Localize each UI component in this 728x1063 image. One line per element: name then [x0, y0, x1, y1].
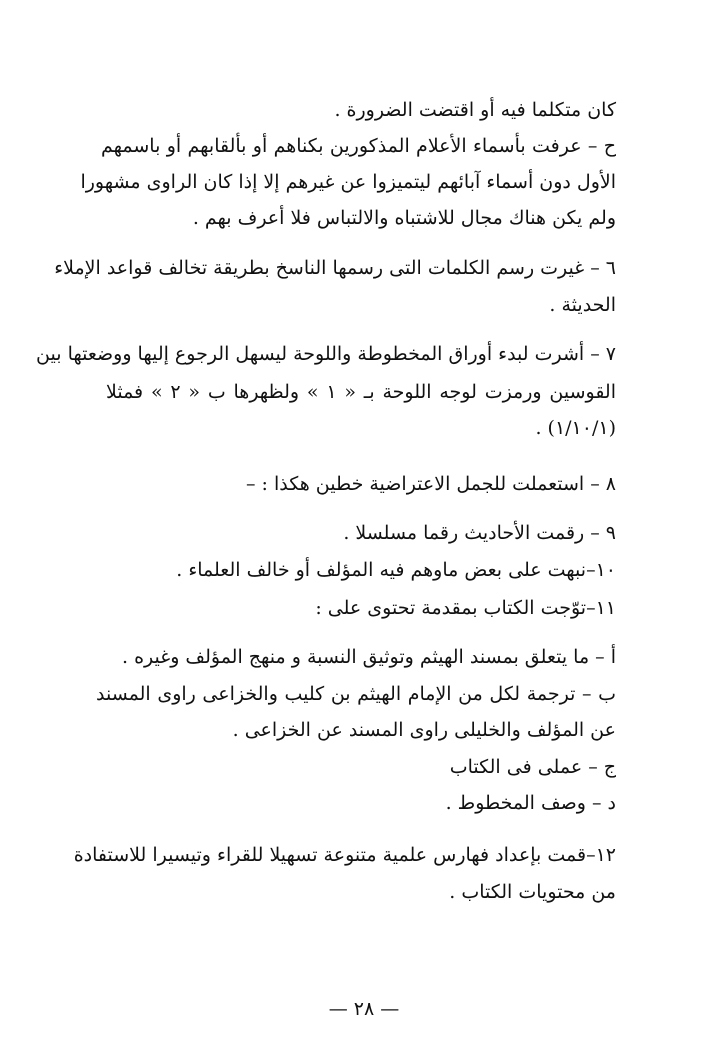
item-12-line-2: من محتويات الكتاب .	[449, 881, 616, 903]
item-h-line-1: ح – عرفت بأسماء الأعلام المذكورين بكناهم أو بألقابهم أو باسمهم	[101, 135, 616, 157]
sub-item-d: د – وصف المخطوط .	[445, 792, 616, 814]
item-h-line-2: الأول دون أسماء آبائهم ليتميزوا عن غيرهم إلا إذا كان الراوى مشهورا	[80, 171, 616, 193]
page-number: — ٢٨ —	[328, 998, 400, 1020]
item-7-line-1: ٧ – أشرت لبدء أوراق المخطوطة واللوحة ليسهل الرجوع إليها ووضعتها بين	[36, 343, 616, 365]
item-7-line-2: القوسين ورمزت لوجه اللوحة بـ « ١ » ولظهرها ب « ٢ » فمثلا	[106, 381, 617, 403]
item-8: ٨ – استعملت للجمل الاعتراضية خطين هكذا : –	[246, 473, 616, 495]
item-7-line-3: (١/١٠/١) .	[535, 417, 616, 439]
sub-item-b-line-2: عن المؤلف والخليلى راوى المسند عن الخزاعى .	[232, 719, 616, 741]
item-12-line-1: ١٢–قمت بإعداد فهارس علمية متنوعة تسهيلا للقراء وتيسيرا للاستفادة	[73, 844, 616, 866]
sub-item-a: أ – ما يتعلق بمسند الهيثم وتوثيق النسبة و منهج المؤلف وغيره .	[122, 646, 616, 668]
item-9: ٩ – رقمت الأحاديث رقما مسلسلا .	[343, 522, 616, 544]
item-10: ١٠–نبهت على بعض ماوهم فيه المؤلف أو خالف العلماء .	[176, 559, 616, 581]
intro-line: كان متكلما فيه أو اقتضت الضرورة .	[334, 99, 616, 121]
item-6-line-2: الحديثة .	[549, 294, 616, 316]
sub-item-b-line-1: ب – ترجمة لكل من الإمام الهيثم بن كليب والخزاعى راوى المسند	[96, 683, 616, 705]
item-h-line-3: ولم يكن هناك مجال للاشتباه والالتباس فلا أعرف بهم .	[192, 207, 616, 229]
sub-item-c: ج – عملى فى الكتاب	[449, 756, 616, 778]
item-6-line-1: ٦ – غيرت رسم الكلمات التى رسمها الناسخ بطريقة تخالف قواعد الإملاء	[54, 257, 616, 279]
item-11: ١١–توّجت الكتاب بمقدمة تحتوى على :	[315, 597, 616, 619]
